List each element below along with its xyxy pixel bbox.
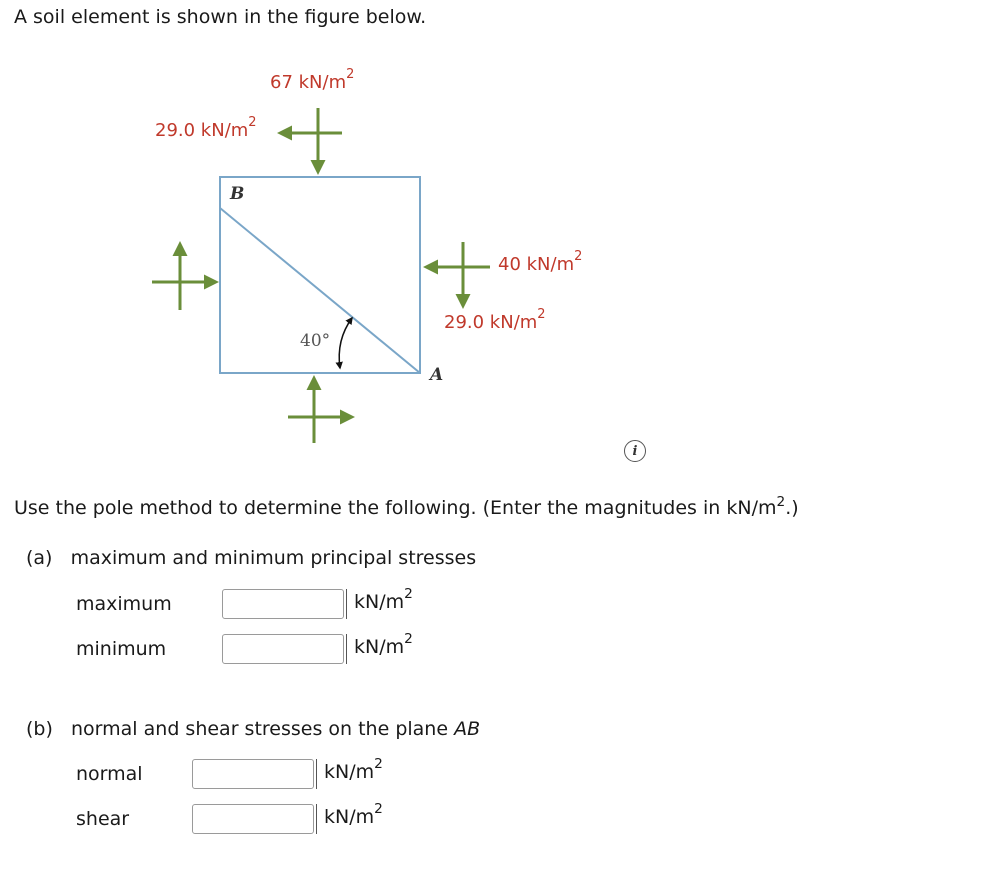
part-a-heading xyxy=(26,547,476,569)
top-normal-stress-label: 67 $kN/m^2$ xyxy=(270,67,355,93)
top-shear-stress-label: 29.0 $kN/m^2$ xyxy=(155,115,257,141)
plane-name: AB xyxy=(454,718,481,740)
normal-unit: $kN/m^2$ xyxy=(324,756,383,783)
maximum-unit: $kN/m^2$ xyxy=(354,586,413,613)
shear-input[interactable] xyxy=(192,804,314,834)
part-a-tag: (a) xyxy=(26,547,53,569)
soil-element-figure xyxy=(130,60,650,460)
instruction-text: Use the pole method to determine the following. (Enter the magnitudes in $kN/m^2$.) xyxy=(14,494,799,519)
part-b-heading xyxy=(26,718,480,740)
minimum-input[interactable] xyxy=(222,634,344,664)
unit-divider xyxy=(346,589,347,619)
minimum-label: minimum xyxy=(76,638,167,660)
bottom-stress-arrows xyxy=(288,378,352,443)
normal-label: normal xyxy=(76,763,143,785)
angle-arc xyxy=(339,318,352,368)
unit-divider xyxy=(316,804,317,834)
top-stress-arrows xyxy=(280,108,342,172)
unit-divider xyxy=(316,759,317,789)
angle-label: 40° xyxy=(300,331,331,351)
minimum-unit: $kN/m^2$ xyxy=(354,631,413,658)
intro-text: A soil element is shown in the figure below. xyxy=(14,6,427,28)
maximum-input[interactable] xyxy=(222,589,344,619)
shear-label: shear xyxy=(76,808,130,830)
part-b-title: normal and shear stresses on the plane xyxy=(71,718,455,740)
normal-input[interactable] xyxy=(192,759,314,789)
right-shear-stress-label: 29.0 $kN/m^2$ xyxy=(444,307,546,333)
shear-unit: $kN/m^2$ xyxy=(324,801,383,828)
right-stress-arrows xyxy=(426,242,490,306)
maximum-label: maximum xyxy=(76,593,172,615)
left-stress-arrows xyxy=(152,244,216,310)
unit-divider xyxy=(346,634,347,664)
corner-a-label: A xyxy=(430,365,444,385)
right-normal-stress-label: 40 $kN/m^2$ xyxy=(498,249,583,275)
corner-b-label: B xyxy=(230,184,245,204)
part-b-tag: (b) xyxy=(26,718,53,740)
info-icon[interactable]: i xyxy=(624,440,646,462)
part-a-title: maximum and minimum principal stresses xyxy=(70,547,477,569)
